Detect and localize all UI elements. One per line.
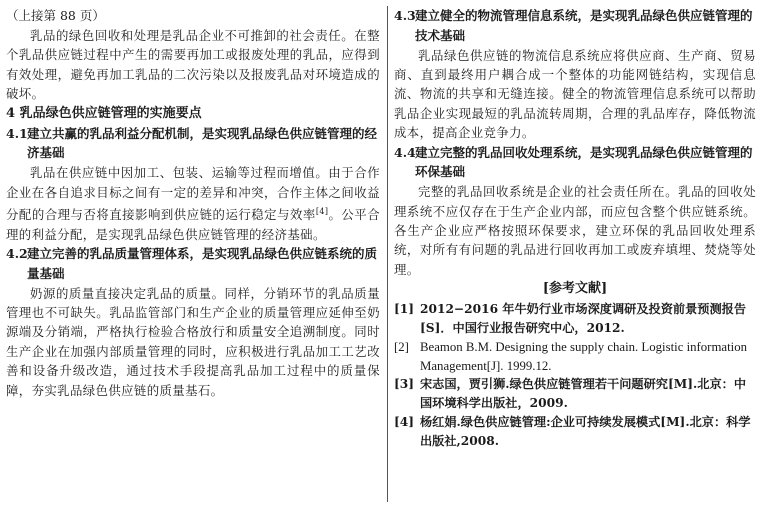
paragraph-quality-management: 奶源的质量直接决定乳品的质量。同样，分销环节的乳品质量管理也不可缺失。乳品监管部门和生产企业的质量管理应延伸至奶源端及分销端，严格执行检验合格放行和质量安全追溯制度。同时生产企业在加强内部质量管理的同时，应积极进行乳品加工工艺改善和设备升级改造，通过技术手段提高乳品加工过程中的质量保障，夯实乳品绿色供应链的质量基石。	[6, 285, 380, 398]
reference-item	[394, 375, 756, 413]
section-title: 建立健全的物流管理信息系统，是实现乳品绿色供应链管理的技术基础	[415, 8, 753, 43]
paragraph-logistics-info: 乳品绿色供应链的物流信息系统应将供应商、生产商、贸易商、直到最终用户耦合成一个整体的功能网链结构，实现信息流、物流的共享和无缝连接。健全的物流管理信息系统可以帮助乳品企业实现最短的乳品流转周期，合理的乳品库存，降低物流成本，提高企业竞争力。	[394, 47, 756, 141]
section-number: 4.1	[6, 125, 28, 141]
paragraph-text: 乳品在供应链中因加工、包装、运输等过程而增值。由于合作企业在各自追求目标之间有一定的差异和冲突，合作主体之间收益分配的合理与否将直接影响到供应链的运行稳定与效率	[6, 165, 380, 223]
section-number: 4.3	[394, 8, 416, 23]
reference-number: [3]	[394, 377, 415, 392]
reference-item	[394, 300, 756, 338]
section-title: 建立完善的乳品质量管理体系，是实现乳品绿色供应链系统的质量基础	[27, 245, 378, 281]
paragraph-recycling: 乳品的绿色回收和处理是乳品企业不可推卸的社会责任。在整个乳品供应链过程中产生的需要再加工或报废处理的乳品，应得到有效处理，避免再加工乳品的二次污染以及报废乳品对环境造成的破坏。	[6, 28, 380, 102]
reference-item	[394, 338, 756, 376]
continued-note: （上接第 88 页）	[6, 8, 105, 23]
reference-item	[394, 413, 756, 451]
left-column	[6, 6, 380, 400]
citation-marker: [4]	[315, 207, 329, 217]
section-number: 4.2	[6, 245, 28, 261]
references-heading: [参考文献]	[542, 281, 608, 297]
paragraph-benefit-distribution	[6, 163, 380, 244]
reference-number: [4]	[394, 415, 415, 430]
reference-number: [2]	[394, 339, 409, 354]
section-number: 4.4	[394, 144, 416, 160]
reference-text: 宋志国，贾引狮.绿色供应链管理若干问题研究[M].北京：中国环境科学出版社，2009.	[420, 377, 747, 411]
section-4-4-heading	[394, 143, 756, 183]
reference-number: [1]	[394, 302, 415, 317]
right-column	[394, 6, 756, 451]
section-4-3-heading	[394, 6, 756, 46]
column-divider	[387, 6, 388, 502]
reference-text: Beamon B.M. Designing the supply chain. Logistic information Management[J]. 1999.12.	[420, 339, 747, 373]
reference-list	[394, 300, 756, 450]
section-4-2-heading	[6, 244, 380, 284]
section-4-1-heading	[6, 124, 380, 164]
section-4-heading: 4 乳品绿色供应链管理的实施要点	[6, 105, 202, 121]
section-title: 建立完整的乳品回收处理系统，是实现乳品绿色供应链管理的环保基础	[415, 144, 753, 180]
paragraph-text: 。公平合理的利益分配，是实现乳品绿色供应链管理的经济基础。	[6, 207, 380, 242]
paragraph-recycling-system: 完整的乳品回收系统是企业的社会责任所在。乳品的回收处理系统不应仅存在于生产企业内部，而应包含整个供应链系统。各生产企业应严格按照环保要求，建立环保的乳品回收处理系统，对所有有问题的乳品进行回收再加工或废弃填埋、焚烧等处理。	[394, 184, 756, 277]
section-title: 建立共赢的乳品利益分配机制，是实现乳品绿色供应链管理的经济基础	[27, 125, 378, 161]
reference-text: 2012−2016 年牛奶行业市场深度调研及投资前景预测报告[S]．中国行业报告研究中心，2012.	[420, 302, 747, 336]
reference-text: 杨红娟.绿色供应链管理:企业可持续发展模式[M].北京：科学出版社,2008.	[420, 415, 751, 448]
